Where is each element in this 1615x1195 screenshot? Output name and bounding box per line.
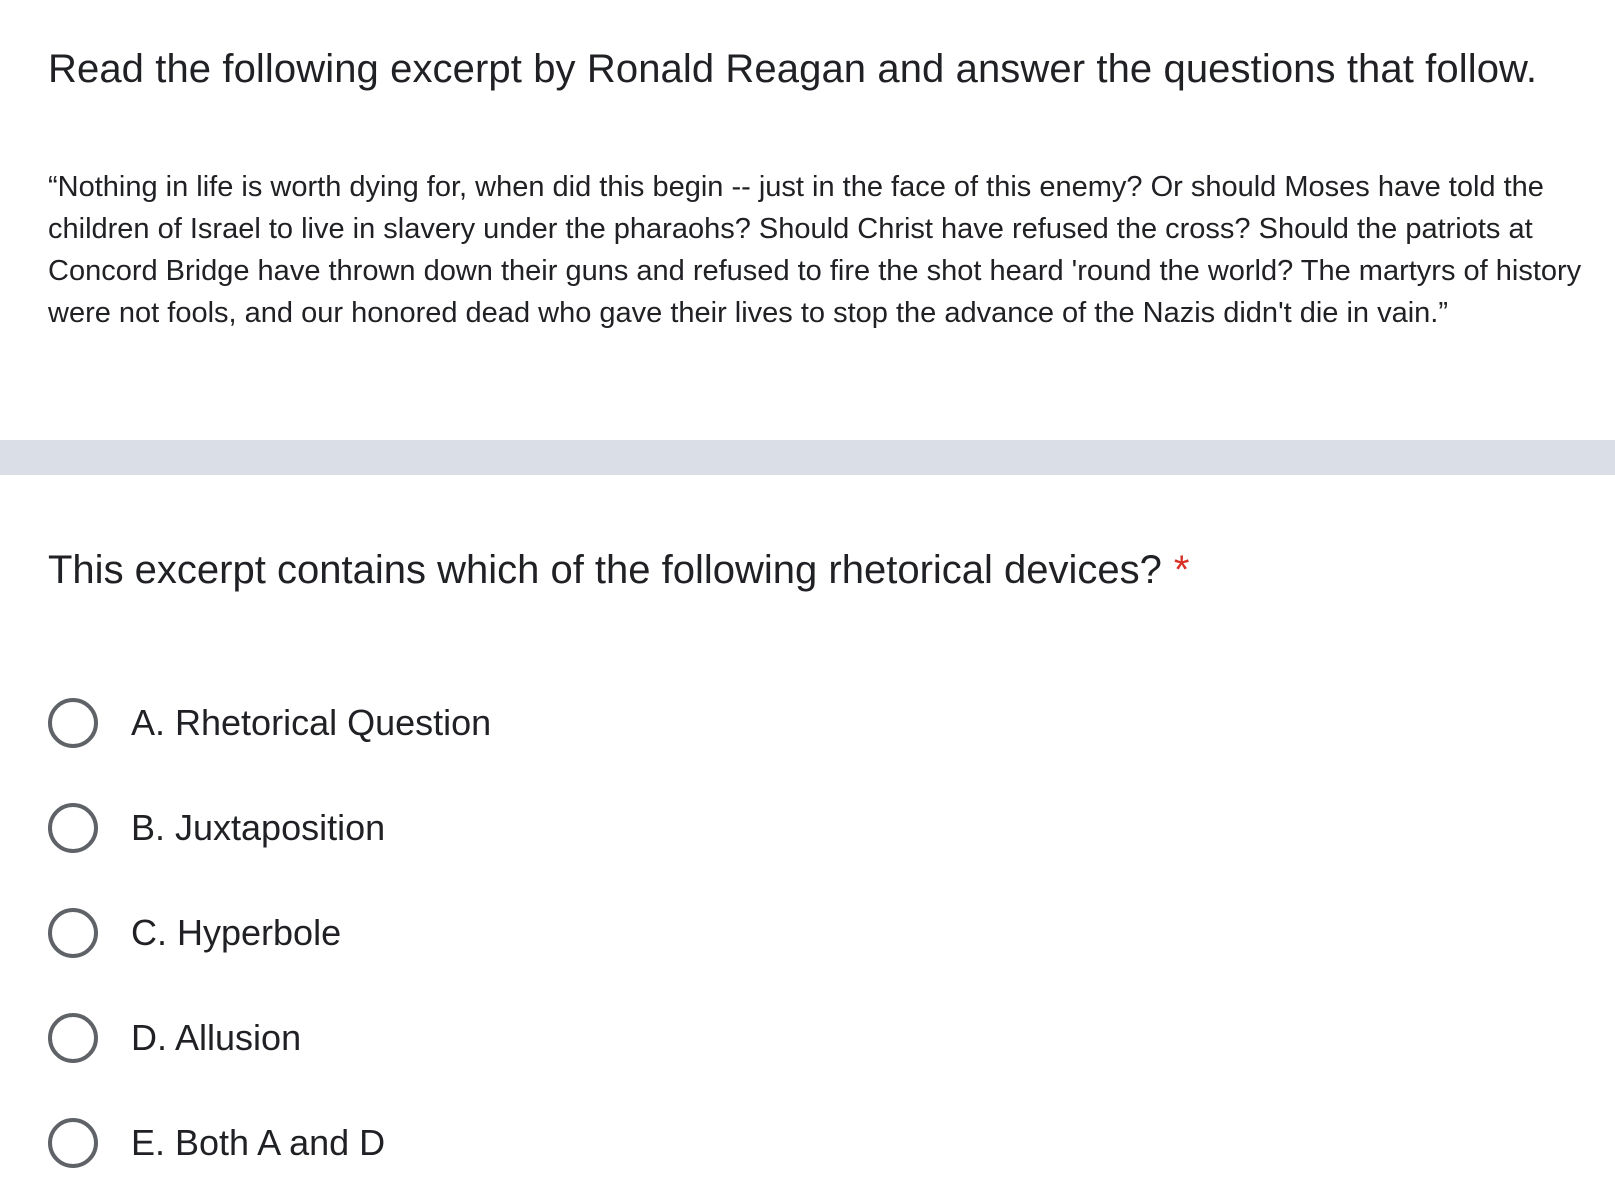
radio-button-icon[interactable] [48, 1013, 98, 1063]
option-b[interactable] [48, 775, 1248, 880]
option-c[interactable] [48, 880, 1248, 985]
question-text: This excerpt contains which of the following rhetorical devices? [48, 548, 1162, 592]
option-label: C. Hyperbole [131, 911, 342, 953]
radio-group [48, 670, 1248, 1195]
radio-button-icon[interactable] [48, 698, 98, 748]
section-title: Read the following excerpt by Ronald Reagan and answer the questions that follow. [48, 47, 1538, 91]
section-header [0, 0, 1615, 440]
option-label: B. Juxtaposition [131, 806, 386, 848]
radio-button-icon[interactable] [48, 803, 98, 853]
option-label: E. Both A and D [131, 1121, 386, 1163]
option-label: D. Allusion [131, 1016, 302, 1058]
excerpt-text: “Nothing in life is worth dying for, when did this begin -- just in the face of this enemy? Or should Moses have told the children of Israel to live in slavery under the pharaohs? Should Christ have refused the cross? Should the patriots at Concord Bridge have thrown down their guns and refused to fire the shot heard 'round the world? The martyrs of history were not fools, and our honored dead who gave their lives to stop the advance of the Nazis didn't die in vain.” [48, 171, 1582, 329]
option-a[interactable] [48, 670, 1248, 775]
question-card [0, 475, 1615, 1185]
option-e[interactable] [48, 1090, 1248, 1195]
radio-button-icon[interactable] [48, 1118, 98, 1168]
question-title [48, 545, 1189, 595]
required-asterisk: * [1173, 548, 1190, 592]
option-label: A. Rhetorical Question [131, 701, 492, 743]
section-divider [0, 440, 1615, 475]
option-d[interactable] [48, 985, 1248, 1090]
radio-button-icon[interactable] [48, 908, 98, 958]
